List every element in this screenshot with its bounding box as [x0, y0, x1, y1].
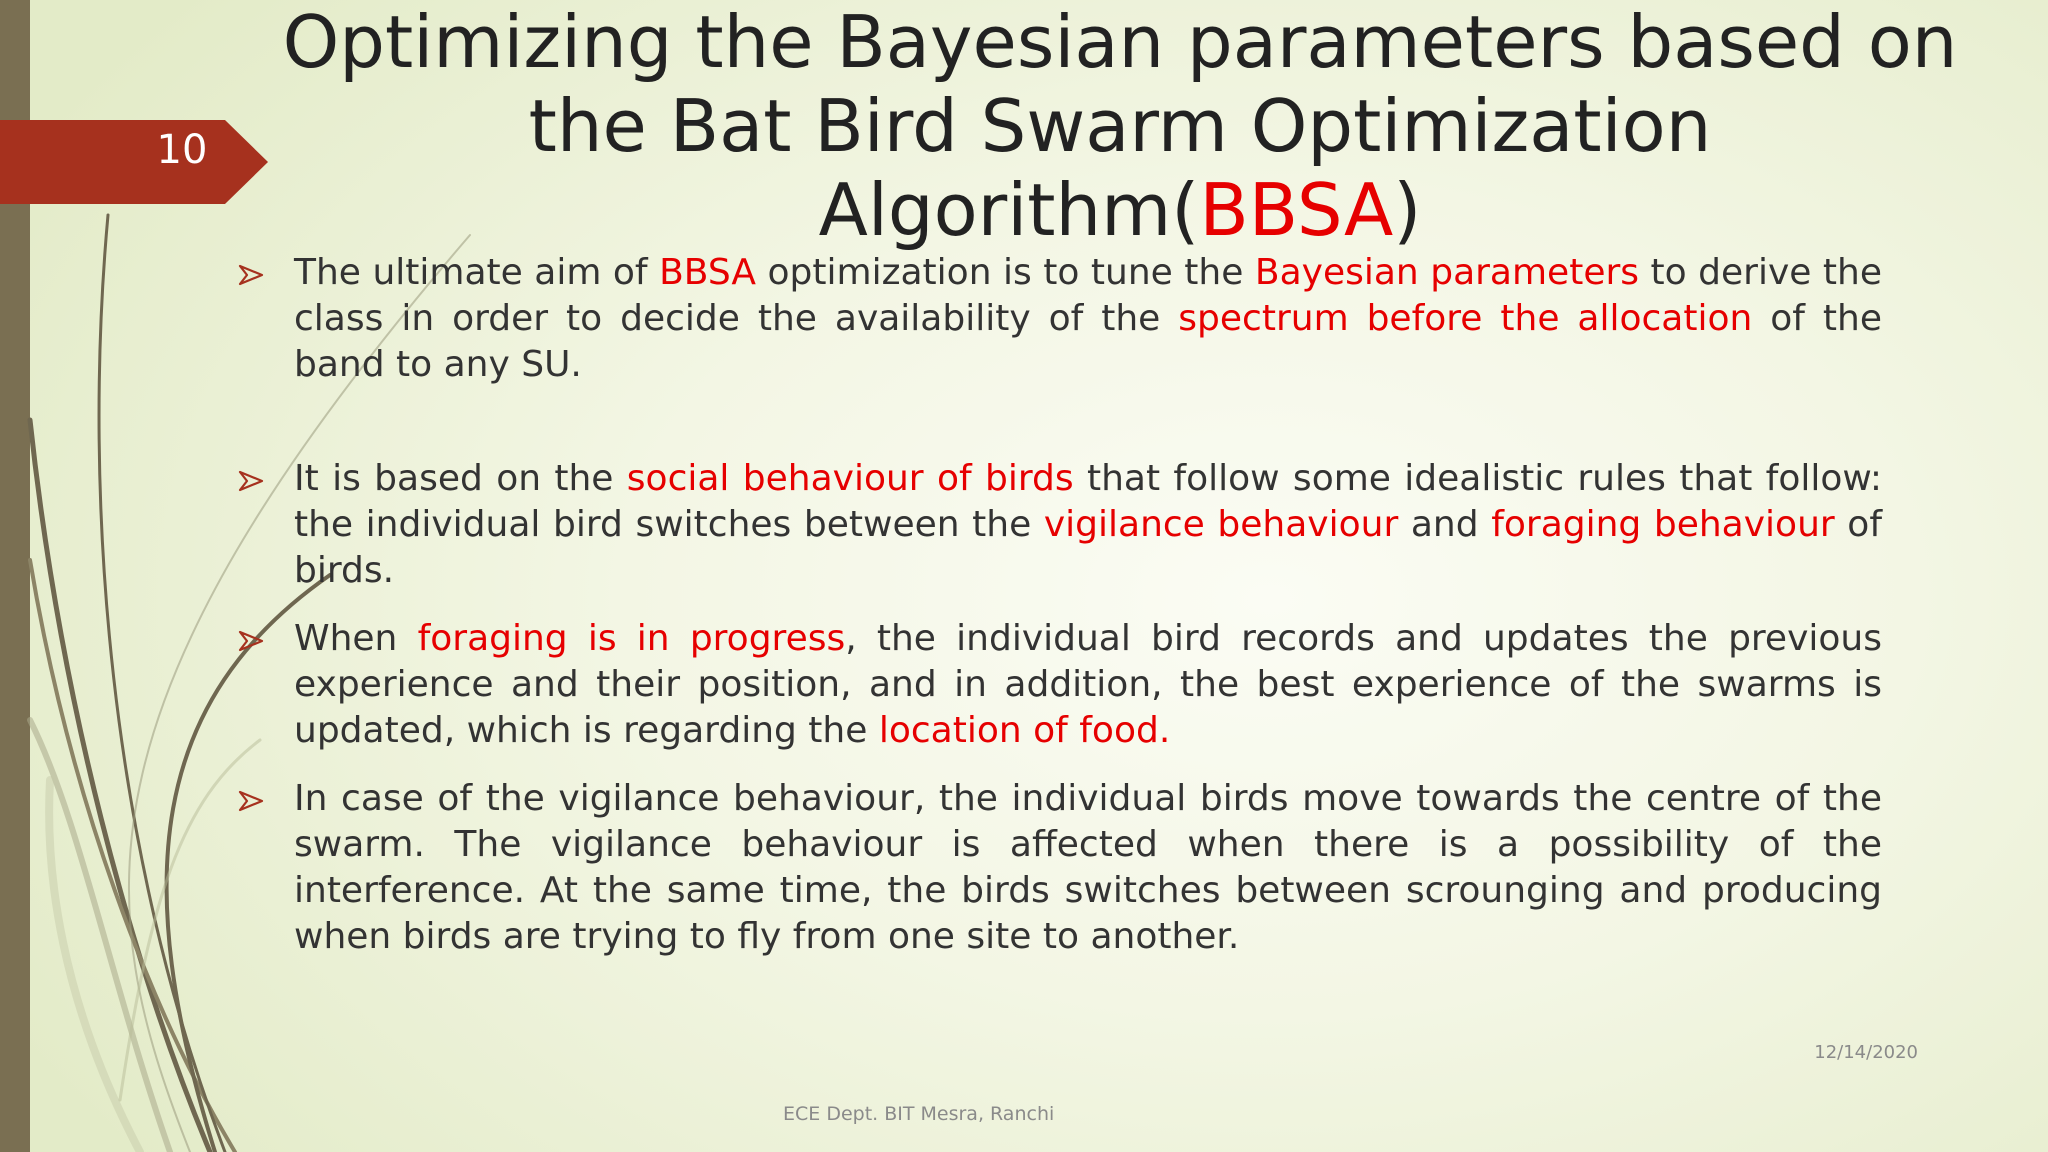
text-segment: and	[1398, 504, 1492, 545]
bullet-item	[230, 456, 1882, 594]
text-segment: of birds.	[294, 504, 1883, 591]
bullet-item	[230, 776, 1882, 960]
arrow-bullet-icon	[238, 790, 264, 812]
highlighted-text: foraging is in progress	[417, 618, 846, 659]
text-segment: It is based on the	[294, 458, 627, 499]
text-segment: )	[1393, 168, 1422, 252]
text-segment: of the band to any SU.	[294, 298, 1883, 385]
highlighted-text: spectrum before the allocation	[1178, 298, 1753, 339]
text-segment: optimization is to tune the	[756, 252, 1255, 293]
arrow-bullet-icon	[238, 470, 264, 492]
text-segment: The ultimate aim of	[294, 252, 660, 293]
text-segment: In case of the vigilance behaviour, the individual birds move towards the centre of the swarm. The vigilance behaviour is affected when there is a possibility of the interference. At the same time, the birds switches between scrounging and producing when birds are trying to fly from one site to another.	[294, 778, 1882, 957]
slide-title	[270, 0, 1970, 252]
arrow-bullet-icon	[238, 264, 264, 286]
highlighted-text: foraging behaviour	[1491, 504, 1835, 545]
text-segment: , the individual bird records and updates the previous experience and their position, and in addition, the best experience of the swarms is updated, which is regarding the	[294, 618, 1882, 751]
text-segment: Optimizing the Bayesian parameters based on the Bat Bird Swarm Optimization Algorithm(	[282, 0, 1958, 252]
bullet-item	[230, 616, 1882, 754]
highlighted-text: BBSA	[659, 252, 757, 293]
bullet-text	[294, 618, 1882, 751]
arrow-bullet-icon	[238, 630, 264, 652]
text-segment: When	[294, 618, 418, 659]
slide-date: 12/14/2020	[1814, 1042, 1918, 1063]
highlighted-text: social behaviour of birds	[626, 458, 1074, 499]
text-segment: to derive the class in order to decide the availability of the	[294, 252, 1882, 339]
highlighted-text: location of food.	[878, 710, 1171, 751]
slide-footer: ECE Dept. BIT Mesra, Ranchi	[783, 1103, 1055, 1125]
bullet-text	[294, 458, 1882, 591]
bullet-list	[230, 250, 1882, 960]
bullet-text	[294, 778, 1882, 957]
text-segment: that follow some idealistic rules that follow: the individual bird switches between the	[294, 458, 1883, 545]
slide-number: 10	[156, 127, 208, 173]
highlighted-text: vigilance behaviour	[1043, 504, 1399, 545]
highlighted-text: Bayesian parameters	[1254, 252, 1640, 293]
slide-number-badge	[0, 120, 268, 204]
bullet-text	[294, 252, 1882, 385]
highlighted-text: BBSA	[1199, 168, 1394, 252]
bullet-item	[230, 250, 1882, 388]
